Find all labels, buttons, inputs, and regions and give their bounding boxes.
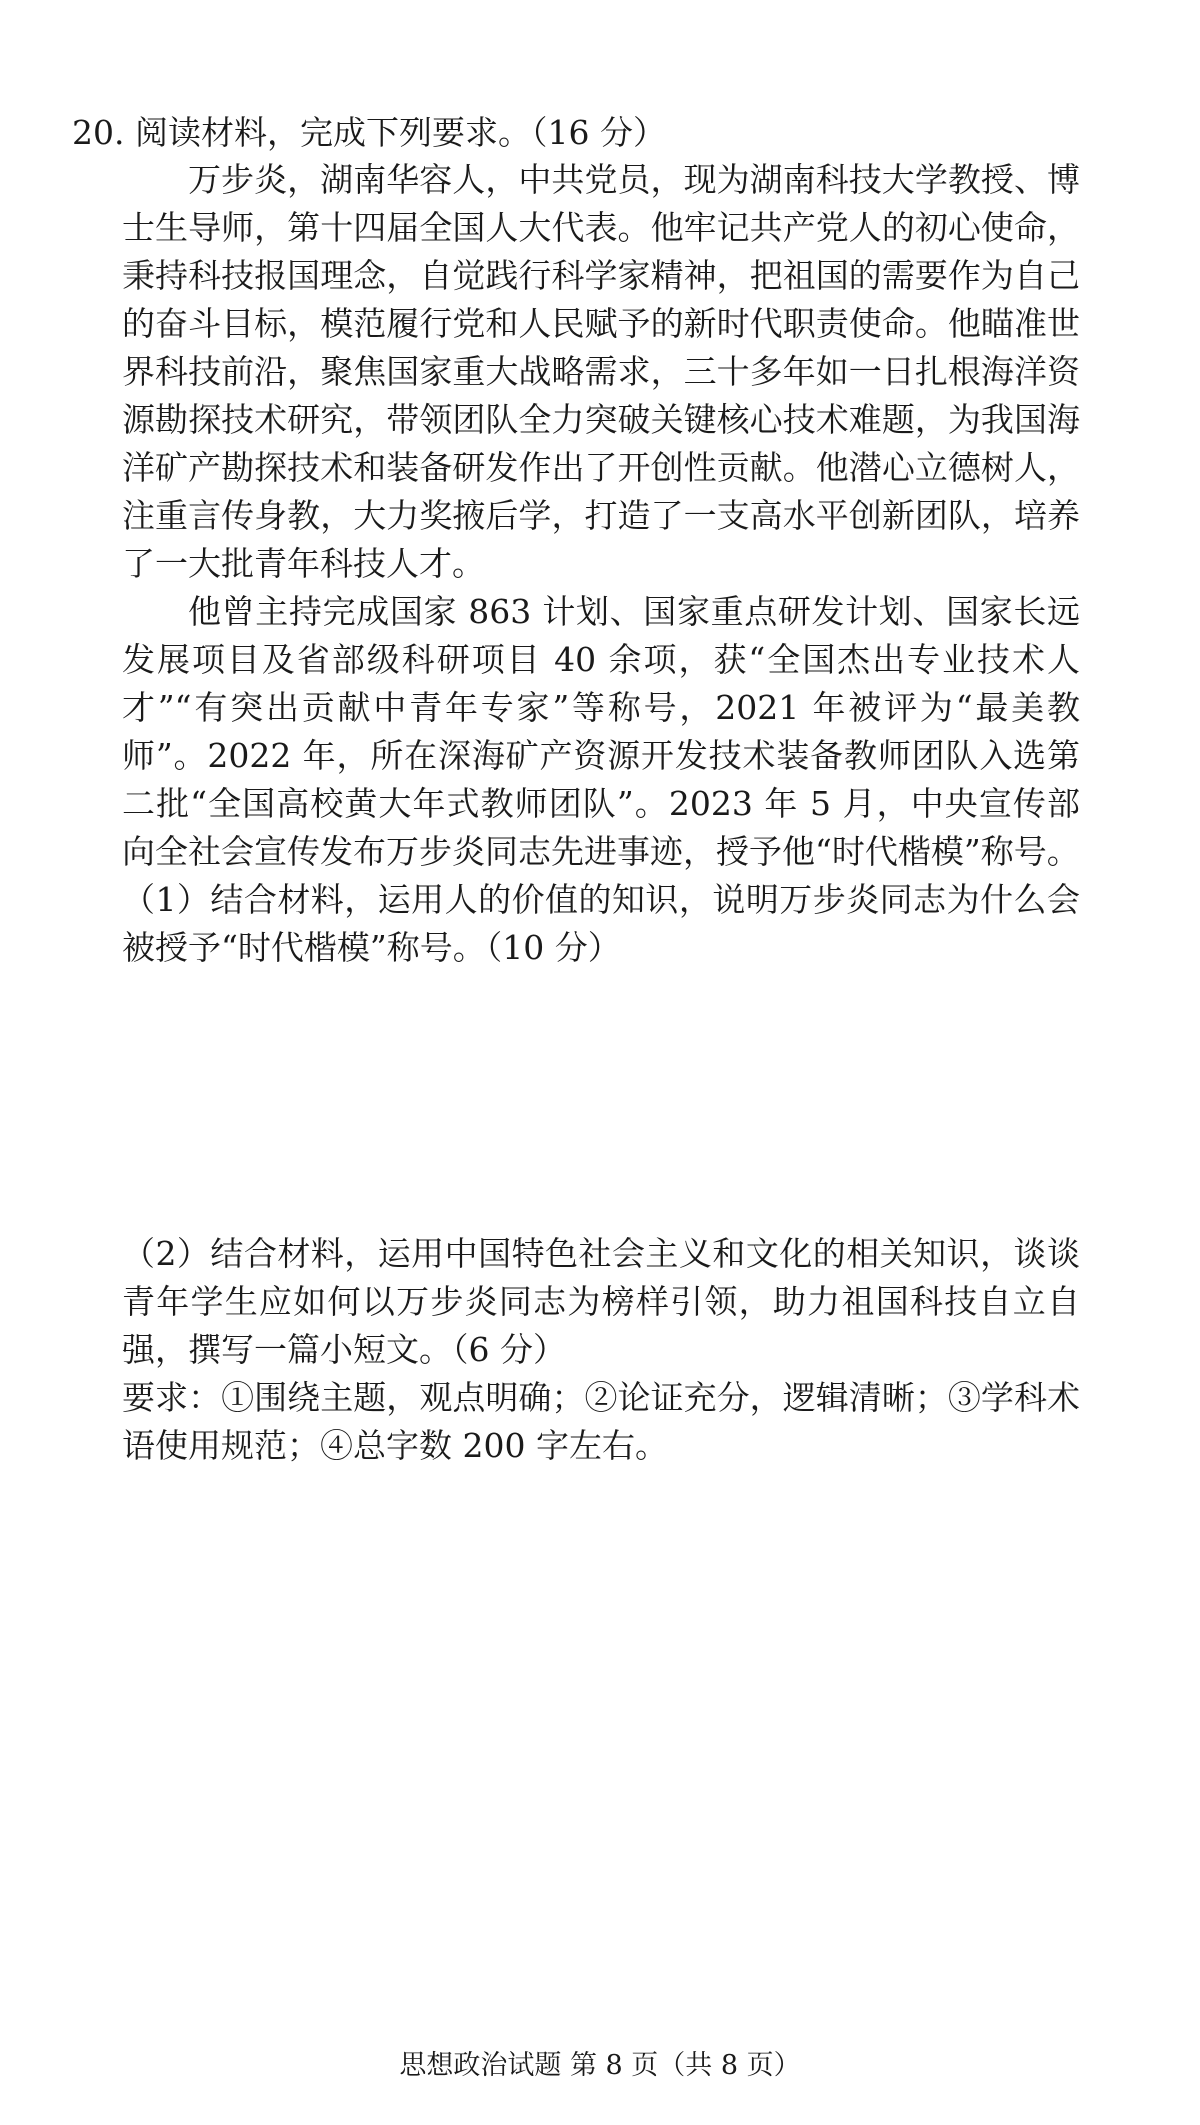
material-block [122, 156, 1080, 972]
material-paragraph-2: 他曾主持完成国家 863 计划、国家重点研发计划、国家长远发展项目及省部级科研项目 40 余项，获“全国杰出专业技术人才”“有突出贡献中青年专家”等称号，2021 年被评为“最美教师”。2022 年，所在深海矿产资源开发技术装备教师团队入选第二批“全国高校黄大年式教师团队”。2023 年 5 月，中央宣传部向全社会宣传发布万步炎同志先进事迹，授予他“时代楷模”称号。 [122, 592, 1080, 871]
question-header: 20. 阅读材料，完成下列要求。（16 分） [72, 113, 666, 152]
requirements: 要求：①围绕主题，观点明确；②论证充分，逻辑清晰；③学科术语使用规范；④总字数 200 字左右。 [122, 1378, 1080, 1465]
sub-question-1: （1）结合材料，运用人的价值的知识，说明万步炎同志为什么会被授予“时代楷模”称号。（10 分） [122, 880, 1080, 967]
sub-question-2-block [122, 1230, 1080, 1470]
page-footer: 思想政治试题 第 8 页（共 8 页） [399, 2050, 801, 2081]
sub-question-2: （2）结合材料，运用中国特色社会主义和文化的相关知识，谈谈青年学生应如何以万步炎同志为榜样引领，助力祖国科技自立自强，撰写一篇小短文。（6 分） [122, 1234, 1080, 1369]
material-paragraph-1: 万步炎，湖南华容人，中共党员，现为湖南科技大学教授、博士生导师，第十四届全国人大代表。他牢记共产党人的初心使命，秉持科技报国理念，自觉践行科学家精神，把祖国的需要作为自己的奋斗目标，模范履行党和人民赋予的新时代职责使命。他瞄准世界科技前沿，聚焦国家重大战略需求，三十多年如一日扎根海洋资源勘探技术研究，带领团队全力突破关键核心技术难题，为我国海洋矿产勘探技术和装备研发作出了开创性贡献。他潜心立德树人，注重言传身教，大力奖掖后学，打造了一支高水平创新团队，培养了一大批青年科技人才。 [122, 160, 1080, 583]
